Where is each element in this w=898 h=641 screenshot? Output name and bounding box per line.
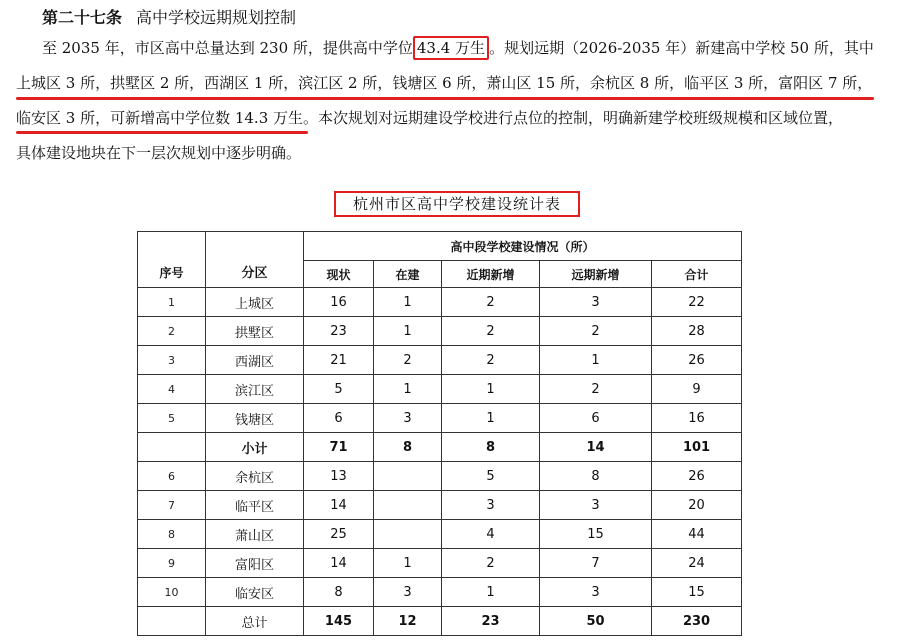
header-col: 远期新增	[540, 261, 652, 288]
cell-value: 5	[304, 375, 374, 404]
cell-value: 2	[442, 549, 540, 578]
cell-value: 1	[374, 317, 442, 346]
cell-value: 8	[442, 433, 540, 462]
cell-value: 50	[540, 607, 652, 636]
cell-value: 44	[652, 520, 742, 549]
cell-value: 14	[540, 433, 652, 462]
paragraph-line-1: 至 2035 年，市区高中总量达到 230 所，提供高中学位 43.4 万生 。规划远期（2026-2035 年）新建高中学校 50 所，其中	[16, 38, 886, 58]
table-title: 杭州市区高中学校建设统计表	[334, 191, 580, 217]
cell-seq: 8	[138, 520, 206, 549]
cell-value: 1	[374, 288, 442, 317]
cell-value: 1	[442, 375, 540, 404]
cell-district: 滨江区	[206, 375, 304, 404]
cell-value: 2	[374, 346, 442, 375]
cell-seq: 3	[138, 346, 206, 375]
cell-value: 145	[304, 607, 374, 636]
red-underline-2	[16, 131, 308, 134]
cell-seq: 1	[138, 288, 206, 317]
cell-value: 26	[652, 462, 742, 491]
cell-district: 临安区	[206, 578, 304, 607]
cell-value: 1	[374, 375, 442, 404]
table-row	[138, 375, 742, 404]
red-underline-1	[16, 97, 874, 100]
cell-value: 3	[540, 491, 652, 520]
cell-district: 总计	[206, 607, 304, 636]
cell-value: 3	[540, 578, 652, 607]
cell-value: 2	[442, 317, 540, 346]
table-row	[138, 607, 742, 636]
paragraph-line-3: 临安区 3 所，可新增高中学位数 14.3 万生。本次规划对远期建设学校进行点位的控制，明确新建学校班级规模和区域位置，	[16, 109, 844, 127]
cell-value: 15	[652, 578, 742, 607]
table-row	[138, 549, 742, 578]
cell-value: 7	[540, 549, 652, 578]
cell-value: 5	[442, 462, 540, 491]
table-row	[138, 317, 742, 346]
cell-value: 2	[540, 375, 652, 404]
cell-value: 8	[374, 433, 442, 462]
header-group: 高中段学校建设情况（所）	[304, 232, 742, 261]
header-district: 分区	[206, 232, 304, 288]
cell-value: 21	[304, 346, 374, 375]
table-row	[138, 288, 742, 317]
cell-seq: 5	[138, 404, 206, 433]
table-row	[138, 404, 742, 433]
cell-value: 6	[304, 404, 374, 433]
cell-district: 萧山区	[206, 520, 304, 549]
article-number: 第二十七条	[42, 8, 123, 27]
cell-value: 14	[304, 491, 374, 520]
cell-district: 拱墅区	[206, 317, 304, 346]
cell-value: 13	[304, 462, 374, 491]
cell-value: 20	[652, 491, 742, 520]
cell-value: 22	[652, 288, 742, 317]
cell-value: 3	[374, 404, 442, 433]
cell-value	[374, 491, 442, 520]
cell-seq: 7	[138, 491, 206, 520]
table-row	[138, 433, 742, 462]
cell-value: 71	[304, 433, 374, 462]
cell-district: 余杭区	[206, 462, 304, 491]
paragraph-line-2: 上城区 3 所，拱墅区 2 所，西湖区 1 所，滨江区 2 所，钱塘区 6 所，萧山区 15 所，余杭区 8 所，临平区 3 所，富阳区 7 所，	[16, 74, 873, 92]
cell-value	[374, 462, 442, 491]
cell-value: 2	[442, 346, 540, 375]
cell-value: 1	[374, 549, 442, 578]
cell-district: 小计	[206, 433, 304, 462]
article-title: 高中学校远期规划控制	[136, 8, 297, 27]
cell-value: 230	[652, 607, 742, 636]
cell-value: 2	[540, 317, 652, 346]
cell-seq: 2	[138, 317, 206, 346]
cell-value: 16	[304, 288, 374, 317]
cell-district: 钱塘区	[206, 404, 304, 433]
table-row	[138, 462, 742, 491]
cell-district: 上城区	[206, 288, 304, 317]
table-row	[138, 520, 742, 549]
cell-seq: 6	[138, 462, 206, 491]
cell-value: 3	[374, 578, 442, 607]
header-col: 在建	[374, 261, 442, 288]
cell-value: 3	[442, 491, 540, 520]
cell-value: 1	[442, 404, 540, 433]
cell-value: 8	[540, 462, 652, 491]
header-col: 合计	[652, 261, 742, 288]
article-heading	[42, 5, 296, 28]
cell-value: 1	[540, 346, 652, 375]
underlined-text: 临安区 3 所，可新增高中学位数 14.3 万生	[16, 109, 304, 127]
paragraph-line-4: 具体建设地块在下一层次规划中逐步明确。	[16, 144, 302, 162]
cell-value: 6	[540, 404, 652, 433]
cell-value: 15	[540, 520, 652, 549]
cell-value: 1	[442, 578, 540, 607]
header-col: 近期新增	[442, 261, 540, 288]
cell-value: 24	[652, 549, 742, 578]
school-stats-table	[137, 231, 742, 636]
cell-value: 23	[442, 607, 540, 636]
highlight-box-seats: 43.4 万生	[413, 36, 489, 60]
cell-value: 23	[304, 317, 374, 346]
cell-value: 28	[652, 317, 742, 346]
cell-seq: 9	[138, 549, 206, 578]
cell-value	[374, 520, 442, 549]
cell-district: 临平区	[206, 491, 304, 520]
cell-value: 14	[304, 549, 374, 578]
header-col: 现状	[304, 261, 374, 288]
cell-value: 26	[652, 346, 742, 375]
cell-district: 富阳区	[206, 549, 304, 578]
table-row	[138, 491, 742, 520]
cell-value: 25	[304, 520, 374, 549]
cell-seq: 10	[138, 578, 206, 607]
header-seq: 序号	[138, 232, 206, 288]
cell-value: 12	[374, 607, 442, 636]
cell-district: 西湖区	[206, 346, 304, 375]
cell-value: 9	[652, 375, 742, 404]
cell-seq	[138, 433, 206, 462]
cell-value: 2	[442, 288, 540, 317]
cell-value: 101	[652, 433, 742, 462]
table-row	[138, 346, 742, 375]
cell-seq: 4	[138, 375, 206, 404]
cell-seq	[138, 607, 206, 636]
cell-value: 16	[652, 404, 742, 433]
cell-value: 4	[442, 520, 540, 549]
cell-value: 3	[540, 288, 652, 317]
cell-value: 8	[304, 578, 374, 607]
table-row	[138, 578, 742, 607]
